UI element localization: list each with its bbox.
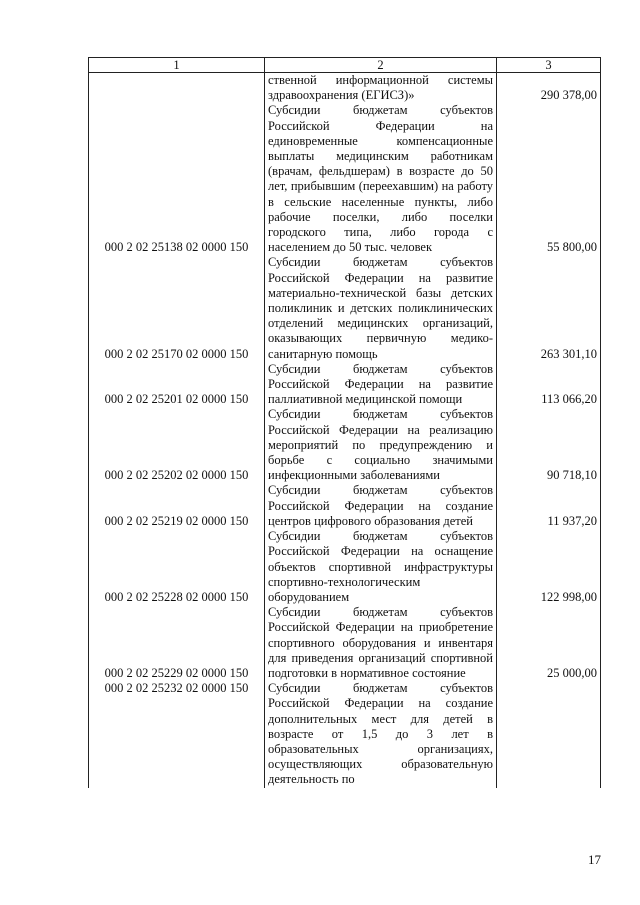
row-amount: 25 000,00 xyxy=(497,605,601,681)
row-code: 000 2 02 25219 02 0000 150 xyxy=(89,483,265,529)
table-row xyxy=(89,407,601,483)
row-amount: 11 937,20 xyxy=(497,483,601,529)
column-header-amount: 3 xyxy=(497,58,601,73)
table-row xyxy=(89,103,601,255)
row-code: 000 2 02 25170 02 0000 150 xyxy=(89,255,265,361)
table-row xyxy=(89,529,601,605)
row-description: Субсидии бюджетам субъектов Российской Федерации на реализацию мероприятий по предупреждению и борьбе с социально значимыми инфекционными заболеваниями xyxy=(265,407,497,483)
table-row xyxy=(89,483,601,529)
row-description: Субсидии бюджетам субъектов Российской Федерации на приобретение спортивного оборудования и инвентаря для приведения организаций спортивной подготовки в нормативное состояние xyxy=(265,605,497,681)
row-amount: 55 800,00 xyxy=(497,103,601,255)
table-header-row xyxy=(89,58,601,73)
row-amount: 90 718,10 xyxy=(497,407,601,483)
row-code: 000 2 02 25228 02 0000 150 xyxy=(89,529,265,605)
row-amount: 263 301,10 xyxy=(497,255,601,361)
row-code: 000 2 02 25202 02 0000 150 xyxy=(89,407,265,483)
table-row xyxy=(89,605,601,681)
row-amount-empty xyxy=(497,681,601,787)
table-row xyxy=(89,362,601,408)
column-header-description: 2 xyxy=(265,58,497,73)
row-description: Субсидии бюджетам субъектов Российской Федерации на единовременные компенсационные выплаты медицинским работникам (врачам, фельдшерам) в возрасте до 50 лет, прибывшим (переехавшим) на работу в сельские населенные пункты, либо рабочие поселки, либо поселки городского типа, либо города с населением до 50 тыс. человек xyxy=(265,103,497,255)
row-code: 000 2 02 25232 02 0000 150 xyxy=(89,681,265,787)
budget-table xyxy=(88,57,601,788)
row-description: Субсидии бюджетам субъектов Российской Федерации на создание центров цифрового образования детей xyxy=(265,483,497,529)
table-row-continuation xyxy=(89,73,601,104)
page-number: 17 xyxy=(588,852,601,867)
column-header-code: 1 xyxy=(89,58,265,73)
continuation-description-cell: ственной информационной системы здравоохранения (ЕГИСЗ)» xyxy=(265,73,497,104)
table-row xyxy=(89,255,601,361)
continuation-code-cell xyxy=(89,73,265,104)
table-row xyxy=(89,681,601,787)
row-description: Субсидии бюджетам субъектов Российской Федерации на развитие паллиативной медицинской помощи xyxy=(265,362,497,408)
row-code: 000 2 02 25201 02 0000 150 xyxy=(89,362,265,408)
row-description: Субсидии бюджетам субъектов Российской Федерации на создание дополнительных мест для детей в возрасте от 1,5 до 3 лет в образовательных организациях, осуществляющих образовательную деятельность по xyxy=(265,681,497,787)
row-code: 000 2 02 25138 02 0000 150 xyxy=(89,103,265,255)
row-amount: 113 066,20 xyxy=(497,362,601,408)
row-amount: 290 378,00 xyxy=(497,73,601,104)
row-code: 000 2 02 25229 02 0000 150 xyxy=(89,605,265,681)
row-amount: 122 998,00 xyxy=(497,529,601,605)
row-description: Субсидии бюджетам субъектов Российской Федерации на оснащение объектов спортивной инфраструктуры спортивно-технологическим оборудованием xyxy=(265,529,497,605)
row-description: Субсидии бюджетам субъектов Российской Федерации на развитие материально-технической базы детских поликлиник и детских поликлинических отделений медицинских организаций, оказывающих первичную медико-санитарную помощь xyxy=(265,255,497,361)
